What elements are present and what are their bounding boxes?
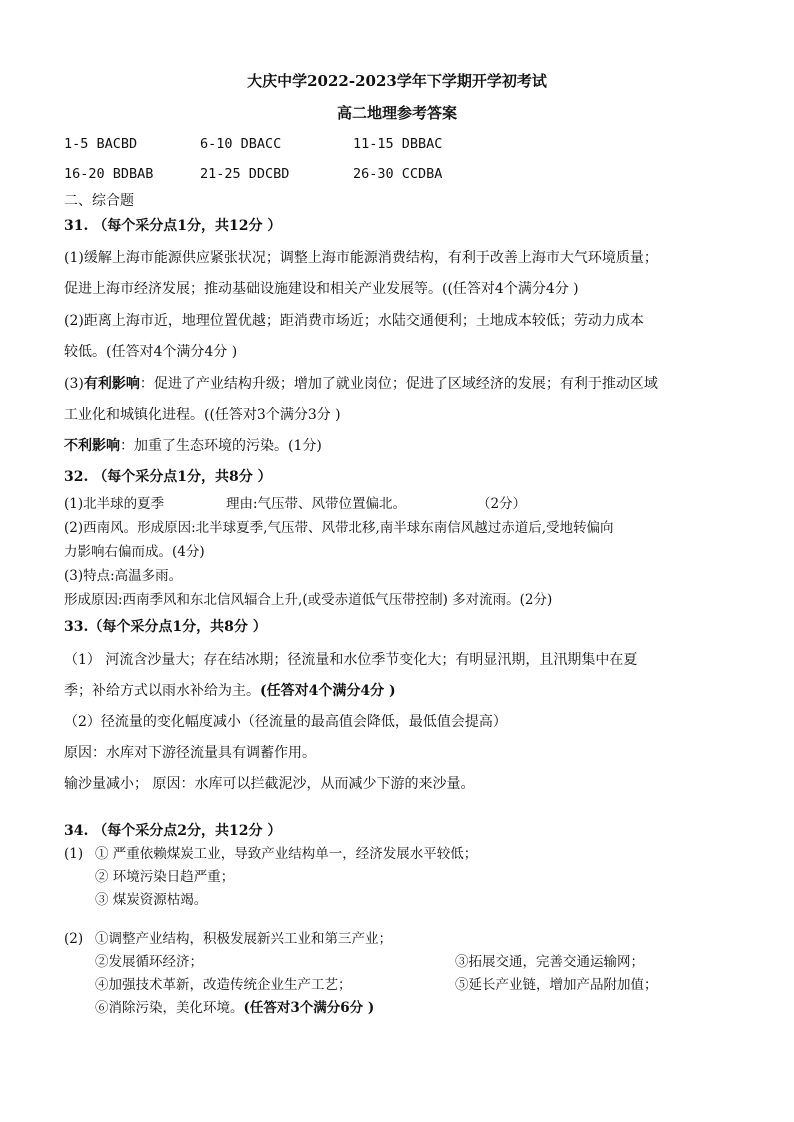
q33-sediment-line: 输沙量减小； 原因：水库可以拦截泥沙，从而减少下游的来沙量。 [64, 776, 475, 792]
q34-part1-item: ③ 煤炭资源枯竭。 [95, 892, 208, 908]
q34-part1-item: ① 严重依赖煤炭工业，导致产业结构单一，经济发展水平较低； [95, 846, 478, 862]
q34-part2-item: ⑤延长产业链，增加产品附加值； [455, 977, 658, 993]
section-heading: 二、综合题 [64, 193, 134, 209]
q34-part2-item: ④加强技术革新，改造传统企业生产工艺； [95, 977, 352, 993]
q33-heading: 33.（每个采分点1分，共8分 ） [64, 619, 267, 635]
q31-positive-label: 有利影响 [83, 376, 140, 392]
q34-part2-number: (2) [64, 931, 84, 947]
q31-part4-text: ：加重了生态环境的污染。(1分) [120, 438, 322, 454]
answer-group-6-10: 6-10 DBACC [200, 136, 282, 152]
q32-part3-line: (3)特点:高温多雨。 [64, 568, 183, 584]
q34-part2-score: (任答对3个满分6分 ) [243, 1000, 375, 1016]
q31-part1-line2: 促进上海市经济发展；推动基础设施建设和相关产业发展等。((任答对4个满分4分 ) [64, 281, 579, 297]
q31-part3-number: (3) [64, 376, 84, 392]
q32-part1-reason: 理由:气压带、风带位置偏北。 [226, 496, 407, 512]
q34-part1-item: ② 环境污染日趋严重； [95, 869, 235, 885]
page-subtitle: 高二地理参考答案 [336, 104, 457, 122]
q31-part3-line1 [64, 375, 658, 393]
q33-part1-line1: （1） 河流含沙量大；存在结冰期；径流量和水位季节变化大；有明显汛期，且汛期集中在夏 [64, 652, 638, 668]
answer-group-21-25: 21-25 DDCBD [200, 166, 290, 182]
q32-heading: 32. （每个采分点1分，共8分 ） [64, 469, 272, 485]
q31-part1-line1: (1)缓解上海市能源供应紧张状况；调整上海市能源消费结构，有利于改善上海市大气环境质量； [64, 250, 658, 266]
q33-part1-score: (任答对4个满分4分 ) [260, 683, 396, 699]
q32-part2-line2: 力影响右偏而成。(4分) [64, 544, 205, 560]
q32-part1-score: （2分） [477, 496, 527, 512]
answer-group-11-15: 11-15 DBBAC [353, 136, 443, 152]
q33-part2-reason: 原因：水库对下游径流量具有调蓄作用。 [64, 745, 316, 761]
q34-part2-last-line [95, 999, 374, 1017]
answer-group-26-30: 26-30 CCDBA [353, 166, 443, 182]
q34-part2-item: ⑥消除污染，美化环境。 [95, 1000, 244, 1016]
page-title: 大庆中学2022-2023学年下学期开学初考试 [247, 72, 547, 90]
answer-group-16-20: 16-20 BDBAB [64, 166, 154, 182]
answer-group-1-5: 1-5 BACBD [64, 136, 138, 152]
q34-part2-item: ③拓展交通，完善交通运输网； [455, 954, 644, 970]
q31-part2-line2: 较低。(任答对4个满分4分 ) [64, 344, 238, 360]
q33-part1-text: 季；补给方式以雨水补给为主。 [64, 683, 260, 699]
q31-part4-line [64, 437, 322, 455]
q34-heading: 34. （每个采分点2分，共12分 ） [64, 823, 282, 839]
q32-part2-line1: (2)西南风。形成原因:北半球夏季,气压带、风带北移,南半球东南信风越过赤道后,受地转偏向 [64, 520, 614, 536]
q31-part2-line1: (2)距离上海市近，地理位置优越；距消费市场近；水陆交通便利；土地成本较低；劳动力成本 [64, 313, 644, 329]
q31-part3-text: ：促进了产业结构升级；增加了就业岗位；促进了区域经济的发展；有利于推动区域 [139, 376, 658, 392]
q31-part3-line2: 工业化和城镇化进程。((任答对3个满分3分 ) [64, 407, 341, 423]
q34-part2-item: ①调整产业结构，积极发展新兴工业和第三产业； [95, 931, 392, 947]
q33-part1-line2 [64, 682, 396, 700]
q33-part2-line: （2）径流量的变化幅度减小（径流量的最高值会降低，最低值会提高） [64, 714, 507, 730]
q31-negative-label: 不利影响 [64, 438, 120, 454]
q34-part2-item: ②发展循环经济； [95, 954, 203, 970]
q31-heading: 31. （每个采分点1分，共12分 ） [64, 218, 282, 234]
q34-part1-number: (1) [64, 846, 84, 862]
q32-part1-answer: (1)北半球的夏季 [64, 496, 165, 512]
q32-part4-line: 形成原因:西南季风和东北信风辐合上升,(或受赤道低气压带控制) 多对流雨。(2分) [64, 592, 553, 608]
